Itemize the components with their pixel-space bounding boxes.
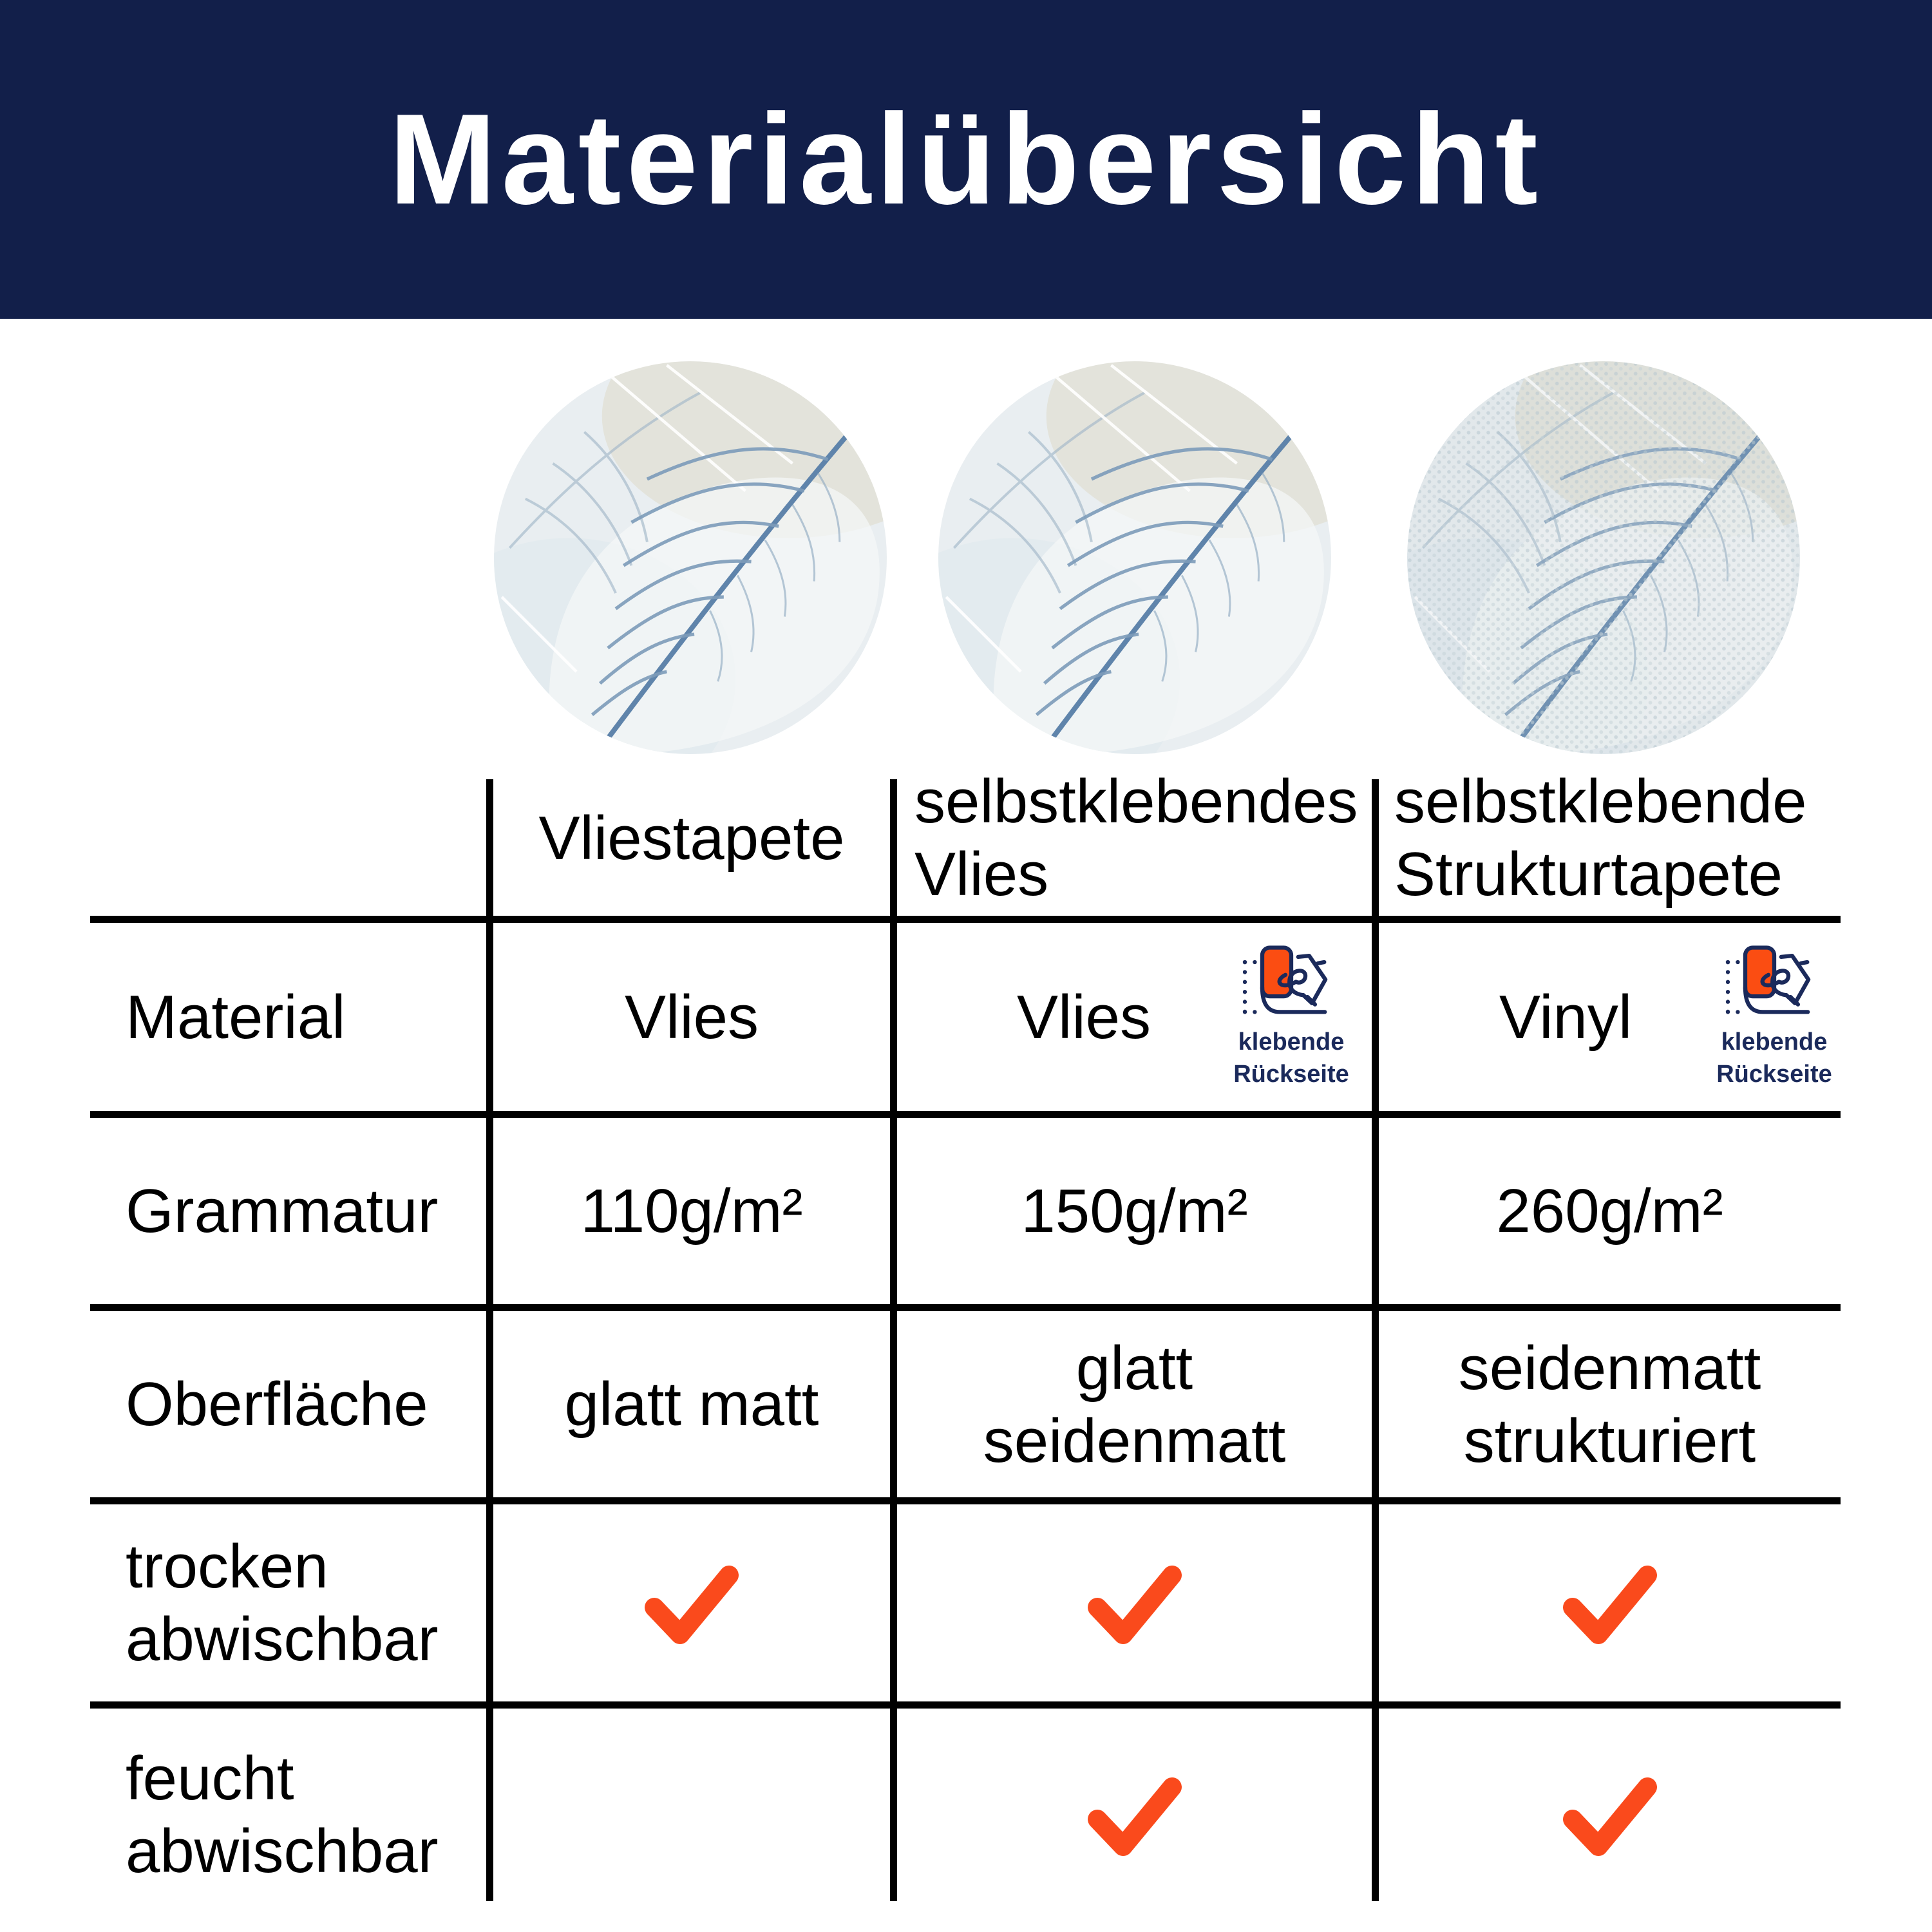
row-label-text: abwischbar xyxy=(126,1817,439,1886)
grammatur-value: 260g/m² xyxy=(1496,1177,1723,1245)
material-value: Vlies xyxy=(1016,982,1151,1052)
row-label-text: abwischbar xyxy=(126,1605,439,1674)
surface-value: seidenmatt xyxy=(983,1406,1286,1475)
surface-value: glatt xyxy=(1075,1333,1193,1403)
peel-hand-icon xyxy=(1233,939,1349,1026)
column-header-text: Vliestapete xyxy=(538,803,845,873)
table-horizontal-line-2 xyxy=(90,1111,1841,1118)
column-header-vliestapete xyxy=(493,770,890,906)
column-header-strukturtapete xyxy=(1394,767,1845,909)
check-icon-trocken-col3 xyxy=(1562,1565,1658,1647)
row-label-oberflaeche xyxy=(126,1311,486,1497)
cell-oberflaeche-col2 xyxy=(897,1311,1372,1497)
column-header-text: Strukturtapete xyxy=(1394,840,1783,909)
surface-value: seidenmatt xyxy=(1458,1333,1761,1403)
row-label-grammatur xyxy=(126,1118,486,1304)
row-label-text: Material xyxy=(126,982,346,1052)
column-header-selbstklebendes-vlies xyxy=(914,767,1365,909)
adhesive-back-icon-col2 xyxy=(1227,939,1356,1090)
material-value: Vlies xyxy=(624,982,759,1052)
cell-material-col1 xyxy=(493,923,890,1111)
table-vertical-line-3 xyxy=(1372,779,1379,1901)
cell-oberflaeche-col3 xyxy=(1379,1311,1841,1497)
adhesive-icon-label: Rückseite xyxy=(1233,1061,1349,1088)
adhesive-icon-label: klebende xyxy=(1238,1028,1345,1056)
peel-hand-icon xyxy=(1716,939,1832,1026)
check-icon-feucht-col3 xyxy=(1562,1777,1658,1859)
material-sample-image-vliestapete xyxy=(494,361,887,754)
column-header-text: selbstklebendes xyxy=(914,767,1358,836)
material-sample-image-selbstklebendes-vlies xyxy=(938,361,1331,754)
adhesive-icon-label: klebende xyxy=(1721,1028,1828,1056)
row-label-feucht-abwischbar xyxy=(126,1709,486,1921)
table-horizontal-line-3 xyxy=(90,1304,1841,1311)
cell-grammatur-col3 xyxy=(1379,1118,1841,1304)
row-label-text: feucht xyxy=(126,1744,294,1813)
surface-value: strukturiert xyxy=(1463,1406,1756,1475)
row-label-trocken-abwischbar xyxy=(126,1504,486,1701)
grammatur-value: 150g/m² xyxy=(1021,1177,1248,1245)
grammatur-value: 110g/m² xyxy=(580,1177,803,1245)
cell-material-col2 xyxy=(897,923,1271,1111)
check-icon-trocken-col2 xyxy=(1086,1565,1183,1647)
cell-oberflaeche-col1 xyxy=(493,1311,890,1497)
table-vertical-line-1 xyxy=(486,779,493,1901)
column-header-text: selbstklebende xyxy=(1394,767,1807,836)
row-label-text: Oberfläche xyxy=(126,1370,428,1439)
row-label-text: trocken xyxy=(126,1532,328,1601)
table-vertical-line-2 xyxy=(890,779,897,1901)
material-value: Vinyl xyxy=(1499,982,1633,1052)
table-horizontal-line-1 xyxy=(90,916,1841,923)
cell-grammatur-col2 xyxy=(897,1118,1372,1304)
table-horizontal-line-5 xyxy=(90,1701,1841,1709)
cell-material-col3 xyxy=(1379,923,1752,1111)
surface-value: glatt matt xyxy=(564,1370,819,1439)
cell-grammatur-col1 xyxy=(493,1118,890,1304)
column-header-text: Vlies xyxy=(914,840,1049,909)
material-sample-image-strukturtapete xyxy=(1407,361,1800,754)
page-title: Materialübersicht xyxy=(388,87,1544,231)
row-label-material xyxy=(126,923,486,1111)
adhesive-back-icon-col3 xyxy=(1710,939,1839,1090)
adhesive-icon-label: Rückseite xyxy=(1716,1061,1832,1088)
check-icon-trocken-col1 xyxy=(643,1565,740,1647)
check-icon-feucht-col2 xyxy=(1086,1777,1183,1859)
table-horizontal-line-4 xyxy=(90,1497,1841,1504)
row-label-text: Grammatur xyxy=(126,1177,439,1245)
